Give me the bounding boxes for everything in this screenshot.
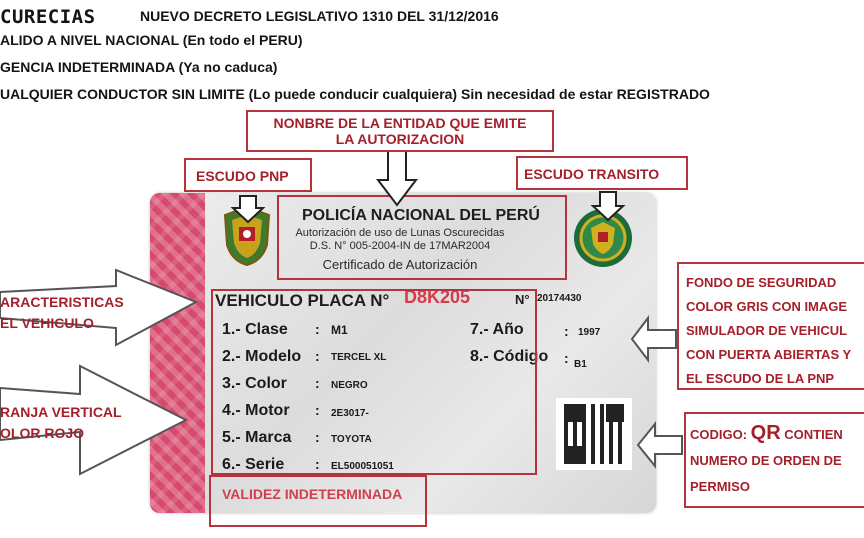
field-ano-label: 7.- Año [470, 321, 524, 338]
plate-number: D8K205 [404, 287, 471, 307]
certificate-number-label: N° [515, 292, 530, 307]
header-title: CURECIAS [0, 6, 96, 28]
validity-callout: VALIDEZ INDETERMINADA [222, 486, 403, 502]
authorization-card: POLICÍA NACIONAL DEL PERÚ Autorización de uso de Lunas Oscurecidas D.S. N° 005-2004-IN de 17MAR2004 Certificado de Autorización VEHICULO PLACA N° D8K205 N° 20174430 1.- Clase : M1 2.- Modelo : TERCEL XL 3.- Color : NEGRO 4.- Motor : 2E3017- 5.- Marca : TOYOTA 6.- Serie : EL500051051 7.- Año : 1997 8.- Código : B1 [150, 193, 656, 513]
entity-highlight-box [278, 196, 566, 279]
header-line-2: GENCIA INDETERMINADA (Ya no caduca) [0, 59, 278, 75]
entity-callout: NONBRE DE LA ENTIDAD QUE EMITE LA AUTORIZACION [246, 110, 554, 152]
features-highlight-box [212, 290, 536, 474]
field-modelo-label: 2.- Modelo [222, 348, 302, 365]
field-marca-value: TOYOTA [331, 434, 372, 445]
institution-name: POLICÍA NACIONAL DEL PERÚ [302, 207, 540, 224]
field-serie-label: 6.- Serie [222, 456, 285, 473]
field-codigo-value: B1 [574, 359, 587, 370]
field-modelo-value: TERCEL XL [331, 352, 387, 363]
qr-big-label: QR [750, 422, 781, 444]
certificate-number: 20174430 [537, 293, 582, 304]
stripe-callout: RANJA VERTICAL OLOR ROJO [0, 404, 122, 441]
qr-left-arrow-icon [638, 424, 682, 466]
field-color-label: 3.- Color [222, 375, 287, 392]
field-marca-label: 5.- Marca [222, 429, 292, 446]
plate-label: VEHICULO PLACA N° [215, 291, 390, 310]
field-clase-label: 1.- Clase [222, 321, 288, 338]
features-callout: ARACTERISTICAS EL VEHICULO [0, 294, 124, 331]
header-line-3: UALQUIER CONDUCTOR SIN LIMITE (Lo puede conducir cualquiera) Sin necesidad de estar REGISTRADO [0, 86, 710, 102]
authorization-subtitle: Autorización de uso de Lunas Oscurecidas [295, 227, 505, 239]
field-codigo-label: 8.- Código [470, 348, 549, 365]
field-motor-label: 4.- Motor [222, 402, 290, 419]
field-clase-value: M1 [331, 323, 348, 337]
field-ano-value: 1997 [578, 327, 601, 338]
pnp-down-arrow-icon [233, 196, 263, 222]
background-callout: FONDO DE SEGURIDAD COLOR GRIS CON IMAGE SIMULADOR DE VEHICUL CON PUERTA ABIERTAS Y EL ESCUDO DE LA PNP [677, 262, 864, 390]
background-left-arrow-icon [632, 318, 676, 360]
decree-text: NUEVO DECRETO LEGISLATIVO 1310 DEL 31/12/2016 [140, 8, 499, 24]
field-color-value: NEGRO [331, 380, 368, 391]
qr-callout: CODIGO: QR CONTIEN NUMERO DE ORDEN DE PERMISO [684, 412, 864, 508]
field-motor-value: 2E3017- [331, 408, 369, 419]
decree-reference: D.S. N° 005-2004-IN de 17MAR2004 [309, 240, 491, 252]
field-serie-value: EL500051051 [331, 461, 394, 472]
transit-down-arrow-icon [593, 192, 623, 220]
transit-shield-callout: ESCUDO TRANSITO [516, 156, 688, 190]
pnp-shield-callout: ESCUDO PNP [184, 158, 312, 192]
certificate-title: Certificado de Autorización [322, 257, 478, 272]
header-line-1: ALIDO A NIVEL NACIONAL (En todo el PERU) [0, 32, 303, 48]
